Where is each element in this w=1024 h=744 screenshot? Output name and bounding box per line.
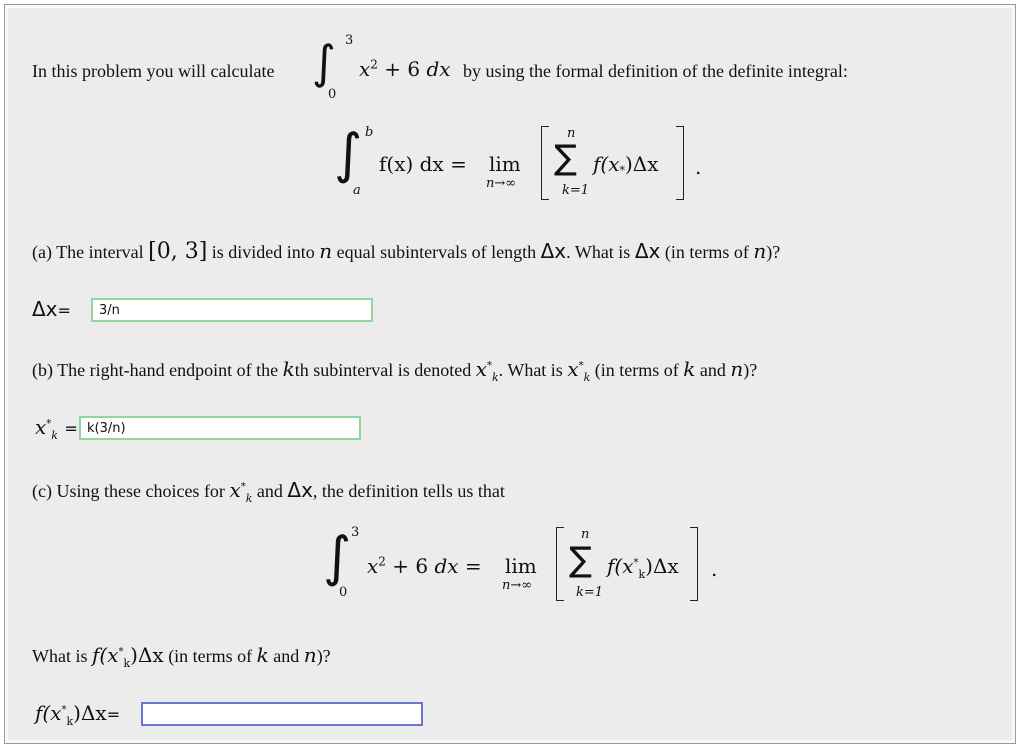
definition-upper-limit: b — [365, 125, 374, 140]
integral-sign-icon: ∫ — [312, 35, 336, 89]
delta-x-answer-input[interactable]: 3/n — [91, 298, 373, 322]
definition-lower-limit: a — [353, 183, 361, 198]
intro-upper-limit: 3 — [345, 33, 354, 48]
part-a-answer-label: Δx= — [32, 297, 71, 321]
part-c-lim-sub: n→∞ — [502, 578, 533, 593]
part-b-question: (b) The right-hand endpoint of the kth subinterval is denoted $x^*_k$. What is $x^*_k$ (in terms of k and n)? — [32, 357, 758, 384]
xk-answer-input[interactable]: k(3/n) — [79, 416, 361, 440]
part-c-intro: (c) Using these choices for $x^*_k$ and Δx, the definition tells us that — [32, 478, 505, 505]
part-c-sum-bottom: k=1 — [576, 585, 604, 600]
definition-lim-sub: n→∞ — [486, 176, 517, 191]
part-c-integral-icon: ∫ — [323, 525, 352, 588]
intro-lower-limit: 0 — [328, 87, 337, 102]
part-a-question: (a) The interval [0, 3] is divided into n equal subintervals of length Δx. What is Δx (in terms of n)? — [32, 239, 781, 264]
part-b-answer-label: $x^*_k$ = — [35, 415, 78, 442]
definition-period: . — [695, 155, 702, 179]
part-c-sigma-icon: ∑ — [569, 540, 592, 580]
part-c-lower-limit: 0 — [339, 585, 348, 600]
definition-lim: lim — [489, 152, 521, 176]
part-c-summand: $f(x^*_k)\Delta x$ — [607, 554, 679, 581]
part-c-answer-label: $f(x^*_k)\Delta x=$ — [35, 701, 121, 728]
definition-left-bracket — [541, 126, 549, 200]
definition-right-bracket — [676, 126, 684, 200]
intro-text-before: In this problem you will calculate — [32, 61, 275, 81]
part-c-period: . — [711, 557, 718, 581]
part-c-sum-top: n — [581, 527, 590, 542]
definition-sum-bottom: k=1 — [562, 183, 590, 198]
definition-lhs: f(x) dx = — [379, 152, 467, 176]
part-c-integrand: $x^2 + 6$ dx = — [367, 554, 482, 578]
intro-text-after: by using the formal definition of the definite integral: — [463, 61, 848, 81]
problem-frame — [4, 4, 1016, 744]
definition-summand: $f(x_*)\Delta x$ — [593, 152, 659, 177]
summand-answer-input[interactable] — [141, 702, 423, 726]
part-c-question: What is $f(x^*_k)\Delta x$ (in terms of k and n)? — [32, 643, 331, 670]
intro-integrand: $x^2 + 6$ dx — [359, 57, 451, 81]
definition-sum-top: n — [567, 126, 576, 141]
part-c-upper-limit: 3 — [351, 525, 360, 540]
part-c-lim: lim — [505, 554, 537, 578]
sigma-icon: ∑ — [554, 138, 577, 178]
part-c-right-bracket — [690, 527, 698, 601]
part-c-left-bracket — [556, 527, 564, 601]
definition-integral-icon: ∫ — [334, 122, 363, 185]
